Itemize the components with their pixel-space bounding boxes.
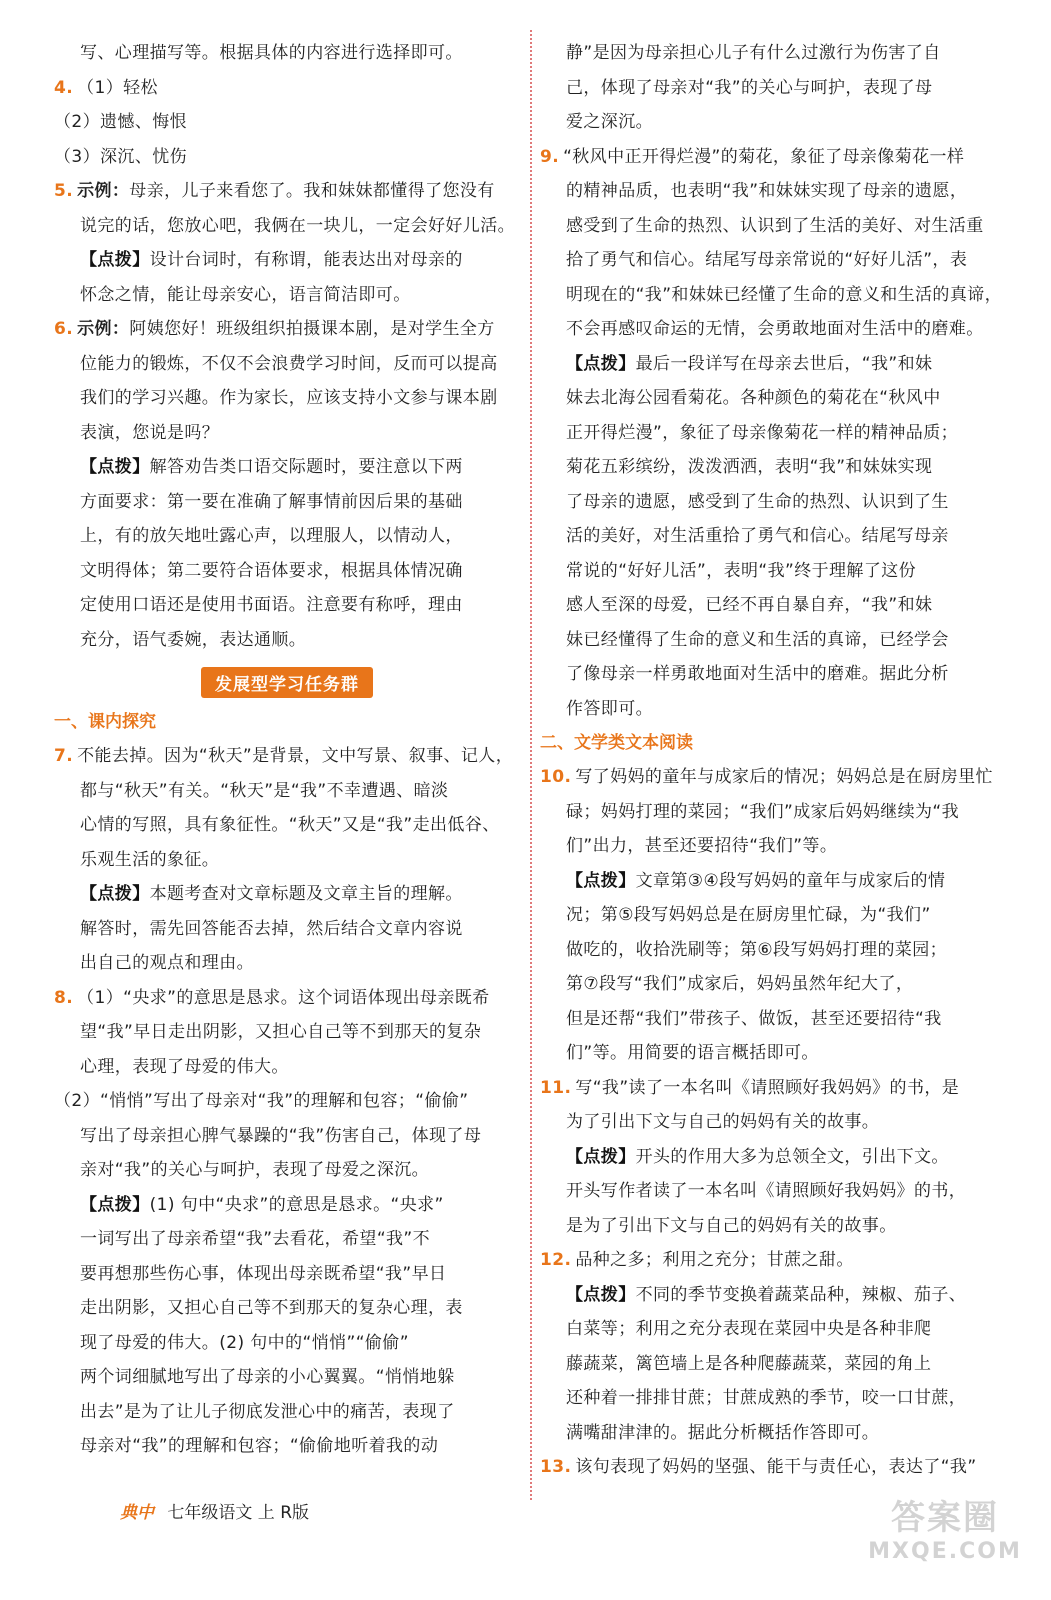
text-line: 爱之深沉。	[566, 112, 653, 132]
tip-tag: 【点拨】	[566, 1146, 636, 1167]
answer-text: 不能去掉。因为“秋天”是背景，文中写景、叙事、记人，	[77, 746, 514, 766]
question-number: 5.	[54, 181, 74, 201]
answer-line: 不会再感叹命运的无情，会勇敢地面对生活中的磨难。	[566, 319, 984, 339]
question-number: 6.	[54, 319, 74, 339]
tip-line: 活的美好，对生活重拾了勇气和信心。结尾写母亲	[566, 526, 949, 546]
answer-text: （1）“央求”的意思是恳求。这个词语体现出母亲既希	[77, 987, 490, 1008]
answer-line: 位能力的锻炼，不仅不会浪费学习时间，反而可以提高	[80, 353, 498, 374]
tip-tag: 【点拨】	[80, 250, 150, 270]
question-number: 7.	[54, 746, 74, 766]
tip-line: 妹去北海公园看菊花。各种颜色的菊花在“秋风中	[566, 388, 941, 408]
tip-tag: 【点拨】	[566, 1284, 636, 1305]
question-5	[54, 174, 520, 209]
answer-line: 表演，您说是吗？	[80, 422, 220, 443]
question-7	[54, 739, 520, 774]
answer-line: 碌；妈妈打理的菜园；“我们”成家后妈妈继续为“我	[566, 801, 960, 822]
tip-line: 第⑦段写“我们”成家后，妈妈虽然年纪大了，	[566, 974, 914, 994]
tip-line: 菊花五彩缤纷，泼泼洒洒，表明“我”和妹妹实现	[566, 457, 933, 477]
text-line: 写、心理描写等。根据具体的内容进行选择即可。	[80, 43, 463, 63]
tip-text: 解答劝告类口语交际题时，要注意以下两	[149, 457, 463, 477]
answer-text: 母亲，儿子来看您了。我和妹妹都懂得了您没有	[129, 181, 495, 201]
answer-line: 乐观生活的象征。	[80, 849, 220, 870]
tip-line: 出自己的观点和理由。	[80, 953, 254, 973]
answer-text: “秋风中正开得烂漫”的菊花，象征了母亲像菊花一样	[563, 146, 965, 167]
tip-tag: 【点拨】	[80, 884, 150, 904]
right-column	[540, 36, 1014, 1485]
tip-line: 藤蔬菜，篱笆墙上是各种爬藤蔬菜，菜园的角上	[566, 1353, 932, 1374]
answer-text: 写了妈妈的童年与成家后的情况；妈妈总是在厨房里忙	[575, 767, 993, 787]
tip-line: 母亲对“我”的理解和包容；“偷偷地听着我的动	[80, 1436, 439, 1456]
tip-line: 文明得体；第二要符合语体要求，根据具体情况确	[80, 560, 463, 581]
watermark	[850, 1490, 1040, 1590]
tip-line: 作答即可。	[566, 698, 653, 719]
answer-text: 品种之多；利用之充分；甘蔗之甜。	[575, 1250, 854, 1270]
answer-line: 心理，表现了母爱的伟大。	[80, 1056, 289, 1077]
section-heading: 二、文学类文本阅读	[540, 733, 693, 753]
tip-text: 文章第③④段写妈妈的童年与成家后的情	[635, 870, 946, 891]
tip-line: 两个词细腻地写出了母亲的小心翼翼。“悄悄地躲	[80, 1367, 455, 1387]
answer-line: 都与“秋天”有关。“秋天”是“我”不幸遭遇、暗淡	[80, 780, 449, 801]
answer-line: （2）“悄悄”写出了母亲对“我”的理解和包容；“偷偷”	[54, 1091, 469, 1111]
tip-line	[540, 864, 1014, 899]
answer-line: 拾了勇气和信心。结尾写母亲常说的“好好儿活”，表	[566, 250, 968, 270]
left-column	[54, 36, 520, 1464]
example-label: 示例：	[77, 181, 130, 201]
tip-line: 现了母爱的伟大。(2) 句中的“悄悄”“偷偷”	[80, 1332, 409, 1353]
tip-tag: 【点拨】	[566, 870, 636, 891]
answer-line: 写出了母亲担心脾气暴躁的“我”伤害自己，体现了母	[80, 1125, 482, 1146]
answer-line: 明现在的“我”和妹妹已经懂了生命的意义和生活的真谛，	[566, 284, 1003, 305]
tip-text: 本题考查对文章标题及文章主旨的理解。	[149, 884, 463, 904]
question-number: 8.	[54, 987, 74, 1008]
tip-text: 不同的季节变换着蔬菜品种，辣椒、茄子、	[635, 1284, 967, 1305]
answer-line: 感受到了生命的热烈、认识到了生活的美好、对生活重	[566, 215, 984, 236]
tip-line: 方面要求：第一要在准确了解事情前因后果的基础	[80, 491, 463, 512]
question-9	[540, 140, 1014, 175]
answer-line: 望“我”早日走出阴影，又担心自己等不到那天的复杂	[80, 1022, 482, 1042]
example-label: 示例：	[77, 319, 130, 339]
tip-line: 但是还帮“我们”带孩子、做饭，甚至还要招待“我	[566, 1008, 942, 1029]
tip-line: 况；第⑤段写妈妈总是在厨房里忙碌，为“我们”	[566, 905, 931, 925]
tip-line: 正开得烂漫”，象征了母亲像菊花一样的精神品质；	[566, 422, 959, 443]
question-number: 11.	[540, 1077, 572, 1098]
tip-line: 一词写出了母亲希望“我”去看花，希望“我”不	[80, 1229, 431, 1249]
answer-text: 该句表现了妈妈的坚强、能干与责任心，表达了“我”	[575, 1457, 977, 1477]
question-8	[54, 981, 520, 1016]
answer-line: （2）遗憾、悔恨	[54, 112, 188, 132]
tip-line: 是为了引出下文与自己的妈妈有关的故事。	[566, 1215, 897, 1236]
tip-tag: 【点拨】	[80, 1194, 150, 1215]
tip-line	[540, 347, 1014, 382]
watermark-title: 答案圈	[891, 1498, 999, 1538]
footer-text: 七年级语文 上 R版	[167, 1503, 310, 1523]
answer-line: 心情的写照，具有象征性。“秋天”又是“我”走出低谷、	[80, 815, 500, 835]
answer-text: 阿姨您好！班级组织拍摄课本剧，是对学生全方	[129, 319, 495, 339]
tip-line: 出去”是为了让儿子彻底发泄心中的痛苦，表现了	[80, 1401, 455, 1422]
tip-line: 解答时，需先回答能否去掉，然后结合文章内容说	[80, 918, 463, 939]
brand-logo: 典中	[120, 1503, 154, 1523]
text-line: 己，体现了母亲对“我”的关心与呵护，表现了母	[566, 77, 933, 98]
tip-line: 走出阴影，又担心自己等不到那天的复杂心理，表	[80, 1298, 463, 1318]
tip-line: 怀念之情，能让母亲安心，语言简洁即可。	[80, 284, 411, 305]
tip-line: 常说的“好好儿活”，表明“我”终于理解了这份	[566, 560, 917, 581]
tip-text: 设计台词时，有称谓，能表达出对母亲的	[149, 250, 463, 270]
section-heading: 一、课内探究	[54, 712, 156, 732]
question-6	[54, 312, 520, 347]
watermark-url: MXQE.COM	[868, 1539, 1022, 1564]
question-4	[54, 71, 520, 106]
column-divider	[530, 30, 532, 1500]
answer-line: （3）深沉、忧伤	[54, 146, 188, 167]
answer-line: 我们的学习兴趣。作为家长，应该支持小文参与课本剧	[80, 388, 498, 408]
text-line: 静”是因为母亲担心儿子有什么过激行为伤害了自	[566, 43, 941, 63]
tip-tag: 【点拨】	[80, 457, 150, 477]
answer-line: 为了引出下文与自己的妈妈有关的故事。	[566, 1112, 880, 1132]
question-12	[540, 1243, 1014, 1278]
tip-tag: 【点拨】	[566, 353, 636, 374]
section-banner-wrap	[54, 667, 520, 701]
tip-line: 做吃的，收拾洗刷等；第⑥段写妈妈打理的菜园；	[566, 939, 948, 960]
question-11	[540, 1071, 1014, 1106]
tip-line: 了像母亲一样勇敢地面对生活中的磨难。据此分析	[566, 664, 949, 684]
question-number: 10.	[540, 767, 572, 787]
tip-line: 们”等。用简要的语言概括即可。	[566, 1043, 819, 1063]
tip-line: 白菜等；利用之充分表现在菜园中央是各种非爬	[566, 1319, 932, 1339]
answer-line: 的精神品质，也表明“我”和妹妹实现了母亲的遗愿，	[566, 181, 968, 201]
question-10	[540, 760, 1014, 795]
section-banner: 发展型学习任务群	[201, 667, 373, 698]
tip-text: (1) 句中“央求”的意思是恳求。“央求”	[149, 1194, 444, 1215]
tip-line: 妹已经懂得了生命的意义和生活的真谛，已经学会	[566, 629, 949, 650]
tip-line: 开头写作者读了一本名叫《请照顾好我妈妈》的书，	[566, 1181, 967, 1201]
question-number: 13.	[540, 1457, 572, 1477]
tip-line	[54, 1188, 520, 1223]
tip-line: 定使用口语还是使用书面语。注意要有称呼，理由	[80, 595, 463, 615]
tip-line	[54, 877, 520, 912]
tip-line: 还种着一排排甘蔗；甘蔗成熟的季节，咬一口甘蔗，	[566, 1388, 967, 1408]
tip-text: 开头的作用大多为总领全文，引出下文。	[635, 1146, 949, 1167]
answer-text: （1）轻松	[77, 77, 158, 98]
tip-line: 感人至深的母爱，已经不再自暴自弃，“我”和妹	[566, 595, 933, 615]
tip-line: 上，有的放矢地吐露心声，以理服人，以情动人，	[80, 526, 463, 546]
question-number: 9.	[540, 146, 560, 167]
page-footer	[120, 1498, 309, 1523]
answer-text: 写“我”读了一本名叫《请照顾好我妈妈》的书，是	[575, 1077, 960, 1098]
tip-line	[540, 1140, 1014, 1175]
answer-line: 们”出力，甚至还要招待“我们”等。	[566, 836, 838, 856]
question-number: 4.	[54, 77, 74, 98]
answer-line: 说完的话，您放心吧，我俩在一块儿，一定会好好儿活。	[80, 215, 515, 236]
question-number: 12.	[540, 1250, 572, 1270]
question-13	[540, 1450, 1014, 1485]
tip-line: 要再想那些伤心事，体现出母亲既希望“我”早日	[80, 1263, 447, 1284]
tip-line	[54, 243, 520, 278]
tip-line: 充分，语气委婉，表达通顺。	[80, 629, 307, 650]
tip-line	[540, 1278, 1014, 1313]
tip-line: 满嘴甜津津的。据此分析概括作答即可。	[566, 1422, 880, 1443]
tip-line: 了母亲的遗愿，感受到了生命的热烈、认识到了生	[566, 491, 949, 512]
answer-line: 亲对“我”的关心与呵护，表现了母爱之深沉。	[80, 1160, 430, 1180]
tip-line	[54, 450, 520, 485]
tip-text: 最后一段详写在母亲去世后，“我”和妹	[635, 353, 933, 374]
